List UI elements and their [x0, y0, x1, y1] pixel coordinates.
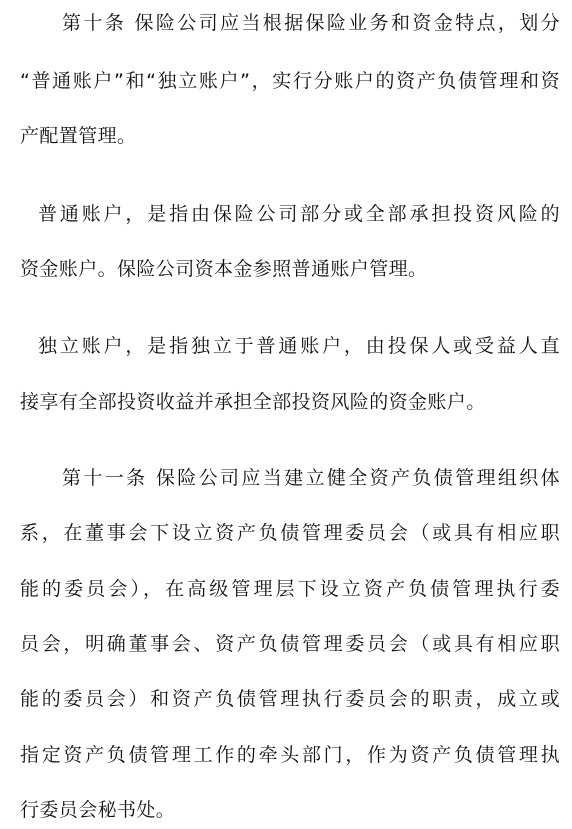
- general-account-line-2: 资金账户。保险公司资本金参照普通账户管理。: [20, 258, 428, 280]
- separate-account-line-2: 接享有全部投资收益并承担全部投资风险的资金账户。: [20, 391, 486, 413]
- article-11-line-1: 第十一条 保险公司应当建立健全资产负债管理组织体: [62, 467, 560, 489]
- article-11-line-3: 能的委员会），在高级管理层下设立资产负债管理执行委: [20, 578, 560, 600]
- article-10-line-2: “普通账户”和“独立账户”，实行分账户的资产负债管理和资: [20, 70, 560, 92]
- article-11-line-5: 能的委员会）和资产负债管理执行委员会的职责，成立或: [20, 688, 560, 710]
- article-11-line-6: 指定资产负债管理工作的牵头部门，作为资产负债管理执: [20, 744, 560, 766]
- article-10-line-1: 第十条 保险公司应当根据保险业务和资金特点，划分: [62, 12, 560, 34]
- general-account-line-1: 普通账户，是指由保险公司部分或全部承担投资风险的: [38, 203, 560, 225]
- article-10-line-3: 产配置管理。: [20, 125, 137, 147]
- separate-account-line-1: 独立账户，是指独立于普通账户，由投保人或受益人直: [38, 335, 560, 357]
- article-11-line-7: 行委员会秘书处。: [20, 799, 176, 821]
- article-11-line-2: 系，在董事会下设立资产负债管理委员会（或具有相应职: [20, 522, 560, 544]
- article-11-line-4: 员会，明确董事会、资产负债管理委员会（或具有相应职: [20, 633, 560, 655]
